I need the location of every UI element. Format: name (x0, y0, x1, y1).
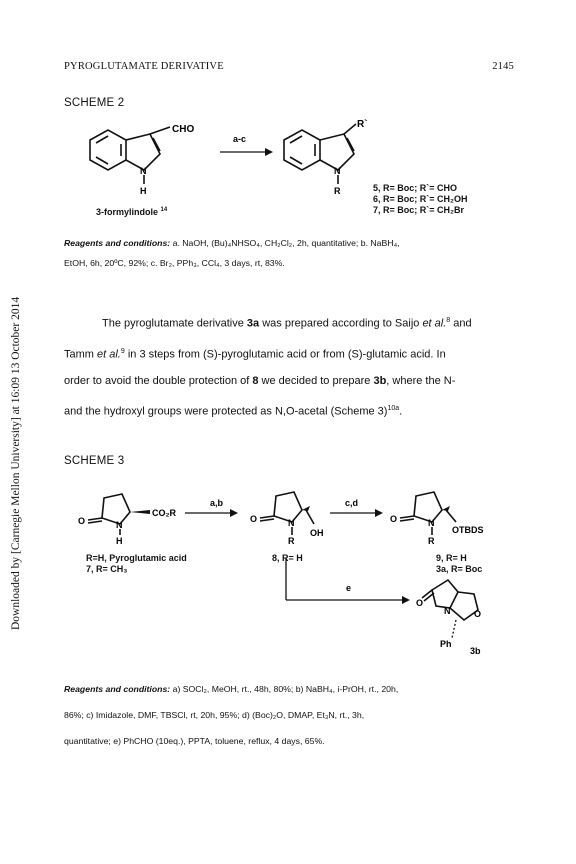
b3-lactam-ring (432, 580, 458, 608)
paragraph-line-1: The pyroglutamate derivative 3a was prepared according to Saijo et al.$^8$ and (102, 317, 472, 330)
sm-caption: R=H, Pyroglutamic acid 7, R= CH₃ (86, 553, 187, 574)
scheme3-diagram (60, 480, 520, 680)
sm-h: H (116, 536, 123, 546)
m8-caption: 8, R= H (272, 553, 303, 563)
scheme3-reagents: Reagents and conditions: a) SOCl₂, MeOH, rt., 48h, 80%; b) NaBH₄, i-PrOH, rt., 20h, 86%; c) Imidazole, DMF, TBSCl, rt, 20h, 95%; d) (Boc)₂O, DMAP, Et₃N, rt., 3h, quantitative; e) PhCHO (10eq.), PPTA, toluene, reflux, 4 days, 65%. (64, 684, 399, 746)
reagents-lead: Reagents and conditions: (64, 238, 171, 248)
running-title: PYROGLUTAMATE DERIVATIVE (64, 61, 224, 72)
p9-r: R (428, 536, 435, 546)
reagents3-lead: Reagents and conditions: (64, 684, 171, 694)
b3-ph: Ph (440, 639, 452, 649)
m8-o: O (250, 514, 258, 524)
start-h: H (140, 186, 147, 196)
scheme2-compound-list (373, 183, 468, 216)
product-n: N (334, 166, 341, 176)
scheme2-reagents: Reagents and conditions: a. NaOH, (Bu)₄NHSO₄, CH₂Cl₂, 2h, quantitative; b. NaBH₄, EtOH, 6h, 20ºC, 92%; c. Br₂, PPh₃, CCl₄, 3 days, rt, 83%. (64, 238, 400, 268)
b3-label: 3b (470, 646, 481, 656)
b3-ring-o: O (474, 609, 482, 619)
sm-n: N (116, 520, 123, 530)
arrow1-label: a,b (210, 498, 224, 508)
paragraph-line-4: and the hydroxyl groups were protected as N,O-acetal (Scheme 3)$^{10a}$. (64, 405, 403, 418)
m8-n: N (288, 518, 295, 528)
arrow3-label: e (346, 583, 352, 593)
paragraph-line-3: order to avoid the double protection of 8 we decided to prepare 3b, where the N- (64, 375, 456, 388)
m8-r: R (288, 536, 295, 546)
compound-5: 5, R= Boc; R`= CHO (373, 183, 458, 193)
body-paragraph (64, 307, 512, 426)
sm-co2r: CO₂R (152, 508, 176, 518)
b3-o: O (416, 598, 424, 608)
sm-o: O (78, 516, 86, 526)
start-compound-name: 3-formylindole $^{14}$ (96, 207, 168, 217)
p9-n: N (428, 518, 435, 528)
product-r-prime: R` (357, 119, 368, 130)
page-number: 2145 (492, 61, 514, 72)
p9-otbds: OTBDS (452, 525, 484, 535)
scheme3-label: SCHEME 3 (64, 455, 125, 467)
m8-oh: OH (310, 528, 324, 538)
scheme2-arrow-label: a-c (233, 134, 247, 144)
start-cho: CHO (172, 124, 195, 135)
start-n: N (140, 166, 147, 176)
compound-7: 7, R= Boc; R`= CH₂Br (373, 205, 465, 215)
paragraph-line-2: Tamm et al.$^9$ in 3 steps from (S)-pyroglutamic acid or from (S)-glutamic acid. In (64, 347, 446, 361)
download-watermark: Downloaded by [Carnegie Mellon University] at 16:09 13 October 2014 (10, 296, 22, 630)
compound-6: 6, R= Boc; R`= CH₂OH (373, 194, 468, 204)
b3-n: N (444, 606, 451, 616)
scheme2-label: SCHEME 2 (64, 97, 125, 109)
p9-o: O (390, 514, 398, 524)
product-r: R (334, 186, 341, 196)
arrow2-label: c,d (345, 498, 359, 508)
p9-caption: 9, R= H 3a, R= Boc (436, 553, 483, 574)
